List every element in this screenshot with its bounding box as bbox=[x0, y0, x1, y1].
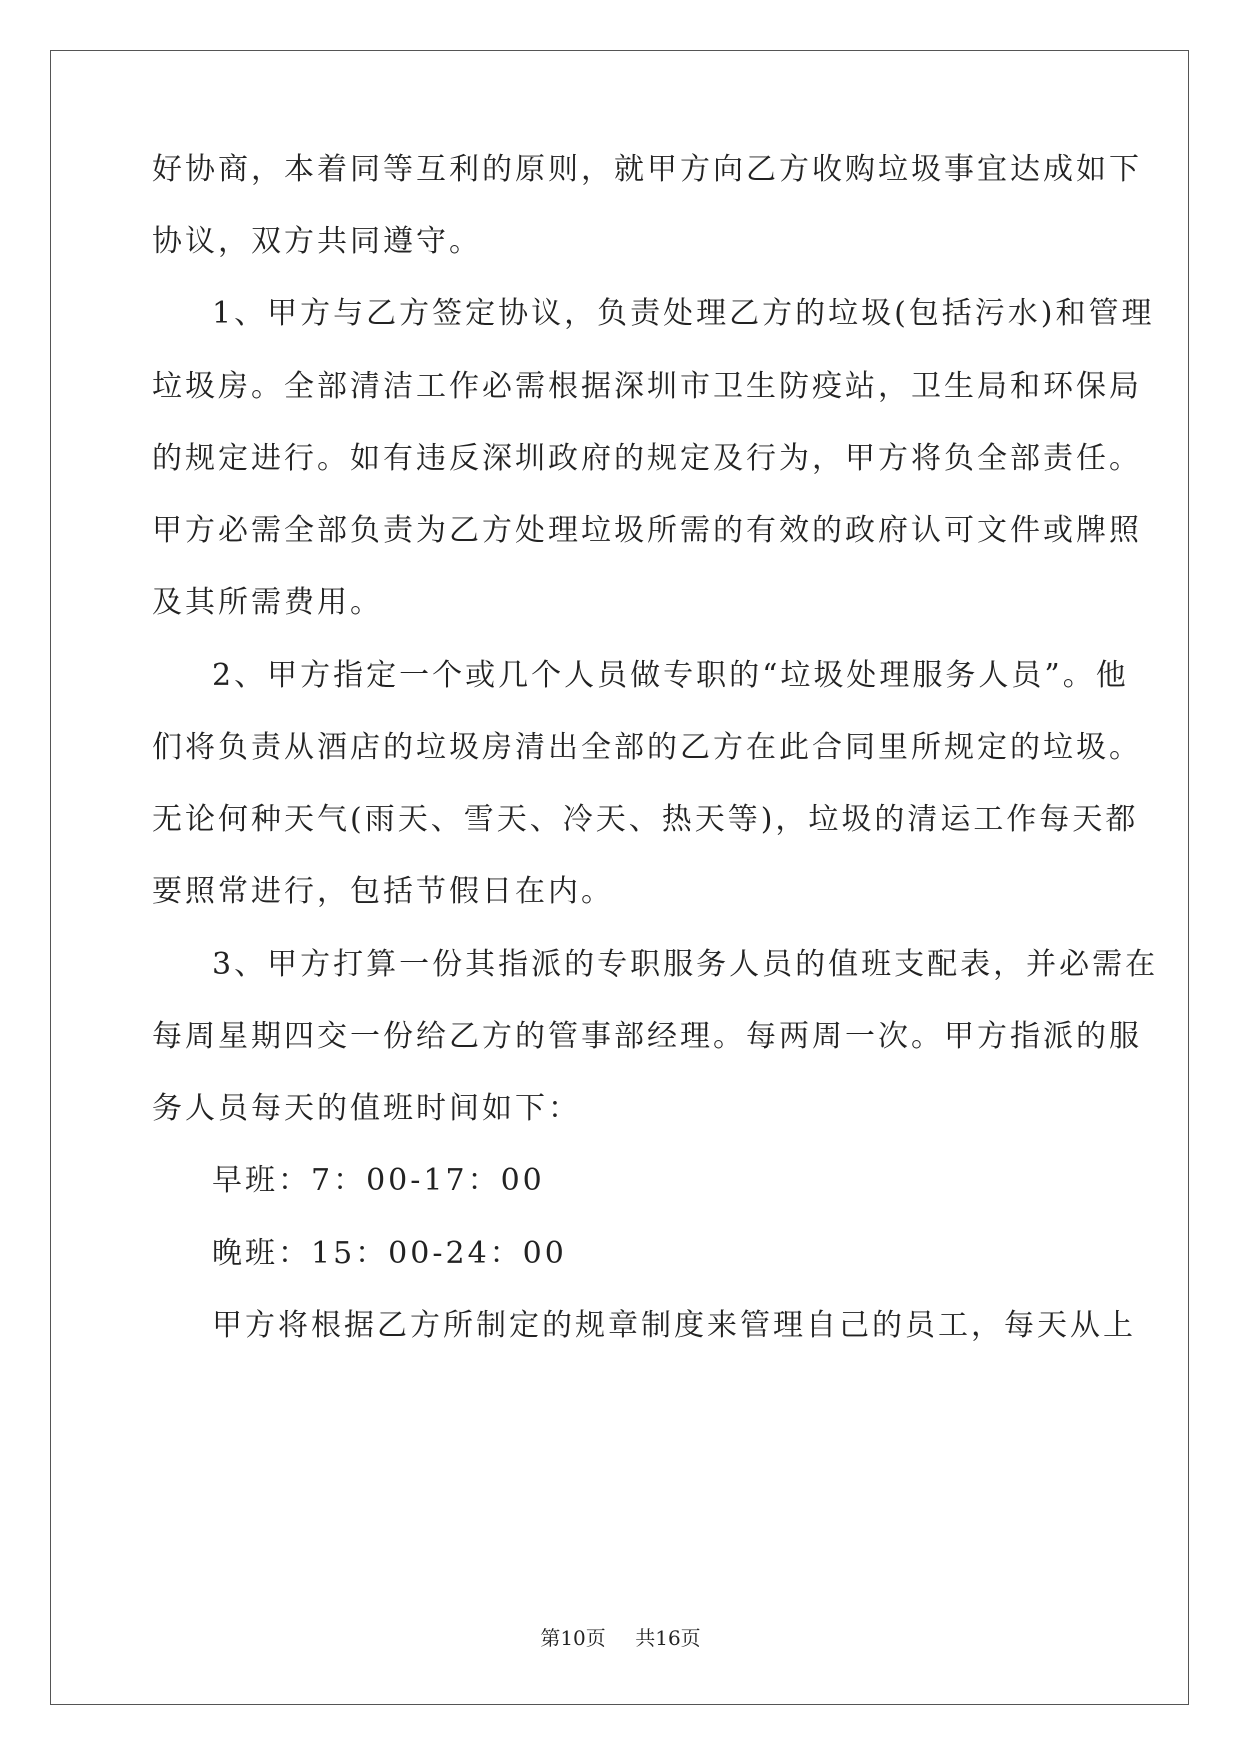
text-line: 协议，双方共同遵守。 bbox=[152, 224, 482, 259]
text-line: 每周星期四交一份给乙方的管事部经理。每两周一次。甲方指派的服 bbox=[152, 1019, 1142, 1054]
text-line: 要照常进行，包括节假日在内。 bbox=[152, 874, 614, 909]
page-footer bbox=[0, 1625, 1241, 1651]
text-line: 1、甲方与乙方签定协议，负责处理乙方的垃圾(包括污水)和管理 bbox=[212, 296, 1155, 331]
text-line: 无论何种天气(雨天、雪天、冷天、热天等)，垃圾的清运工作每天都 bbox=[152, 802, 1139, 837]
text-line: 们将负责从酒店的垃圾房清出全部的乙方在此合同里所规定的垃圾。 bbox=[152, 730, 1142, 765]
text-line: 垃圾房。全部清洁工作必需根据深圳市卫生防疫站，卫生局和环保局 bbox=[152, 369, 1142, 404]
text-line: 及其所需费用。 bbox=[152, 585, 383, 620]
text-line: 务人员每天的值班时间如下： bbox=[152, 1091, 581, 1126]
text-line: 的规定进行。如有违反深圳政府的规定及行为，甲方将负全部责任。 bbox=[152, 441, 1142, 476]
text-line: 晚班：15：00-24：00 bbox=[212, 1236, 567, 1271]
text-line: 2、甲方指定一个或几个人员做专职的“垃圾处理服务人员”。他 bbox=[212, 658, 1129, 693]
text-line: 早班：7：00-17：00 bbox=[212, 1163, 545, 1198]
page-number: 第10页 bbox=[540, 1626, 606, 1650]
text-line: 甲方将根据乙方所制定的规章制度来管理自己的员工，每天从上 bbox=[212, 1308, 1136, 1343]
page-total: 共16页 bbox=[635, 1626, 701, 1650]
text-line: 3、甲方打算一份其指派的专职服务人员的值班支配表，并必需在 bbox=[212, 947, 1159, 982]
text-line: 好协商，本着同等互利的原则，就甲方向乙方收购垃圾事宜达成如下 bbox=[152, 152, 1142, 187]
text-line: 甲方必需全部负责为乙方处理垃圾所需的有效的政府认可文件或牌照 bbox=[152, 513, 1142, 548]
